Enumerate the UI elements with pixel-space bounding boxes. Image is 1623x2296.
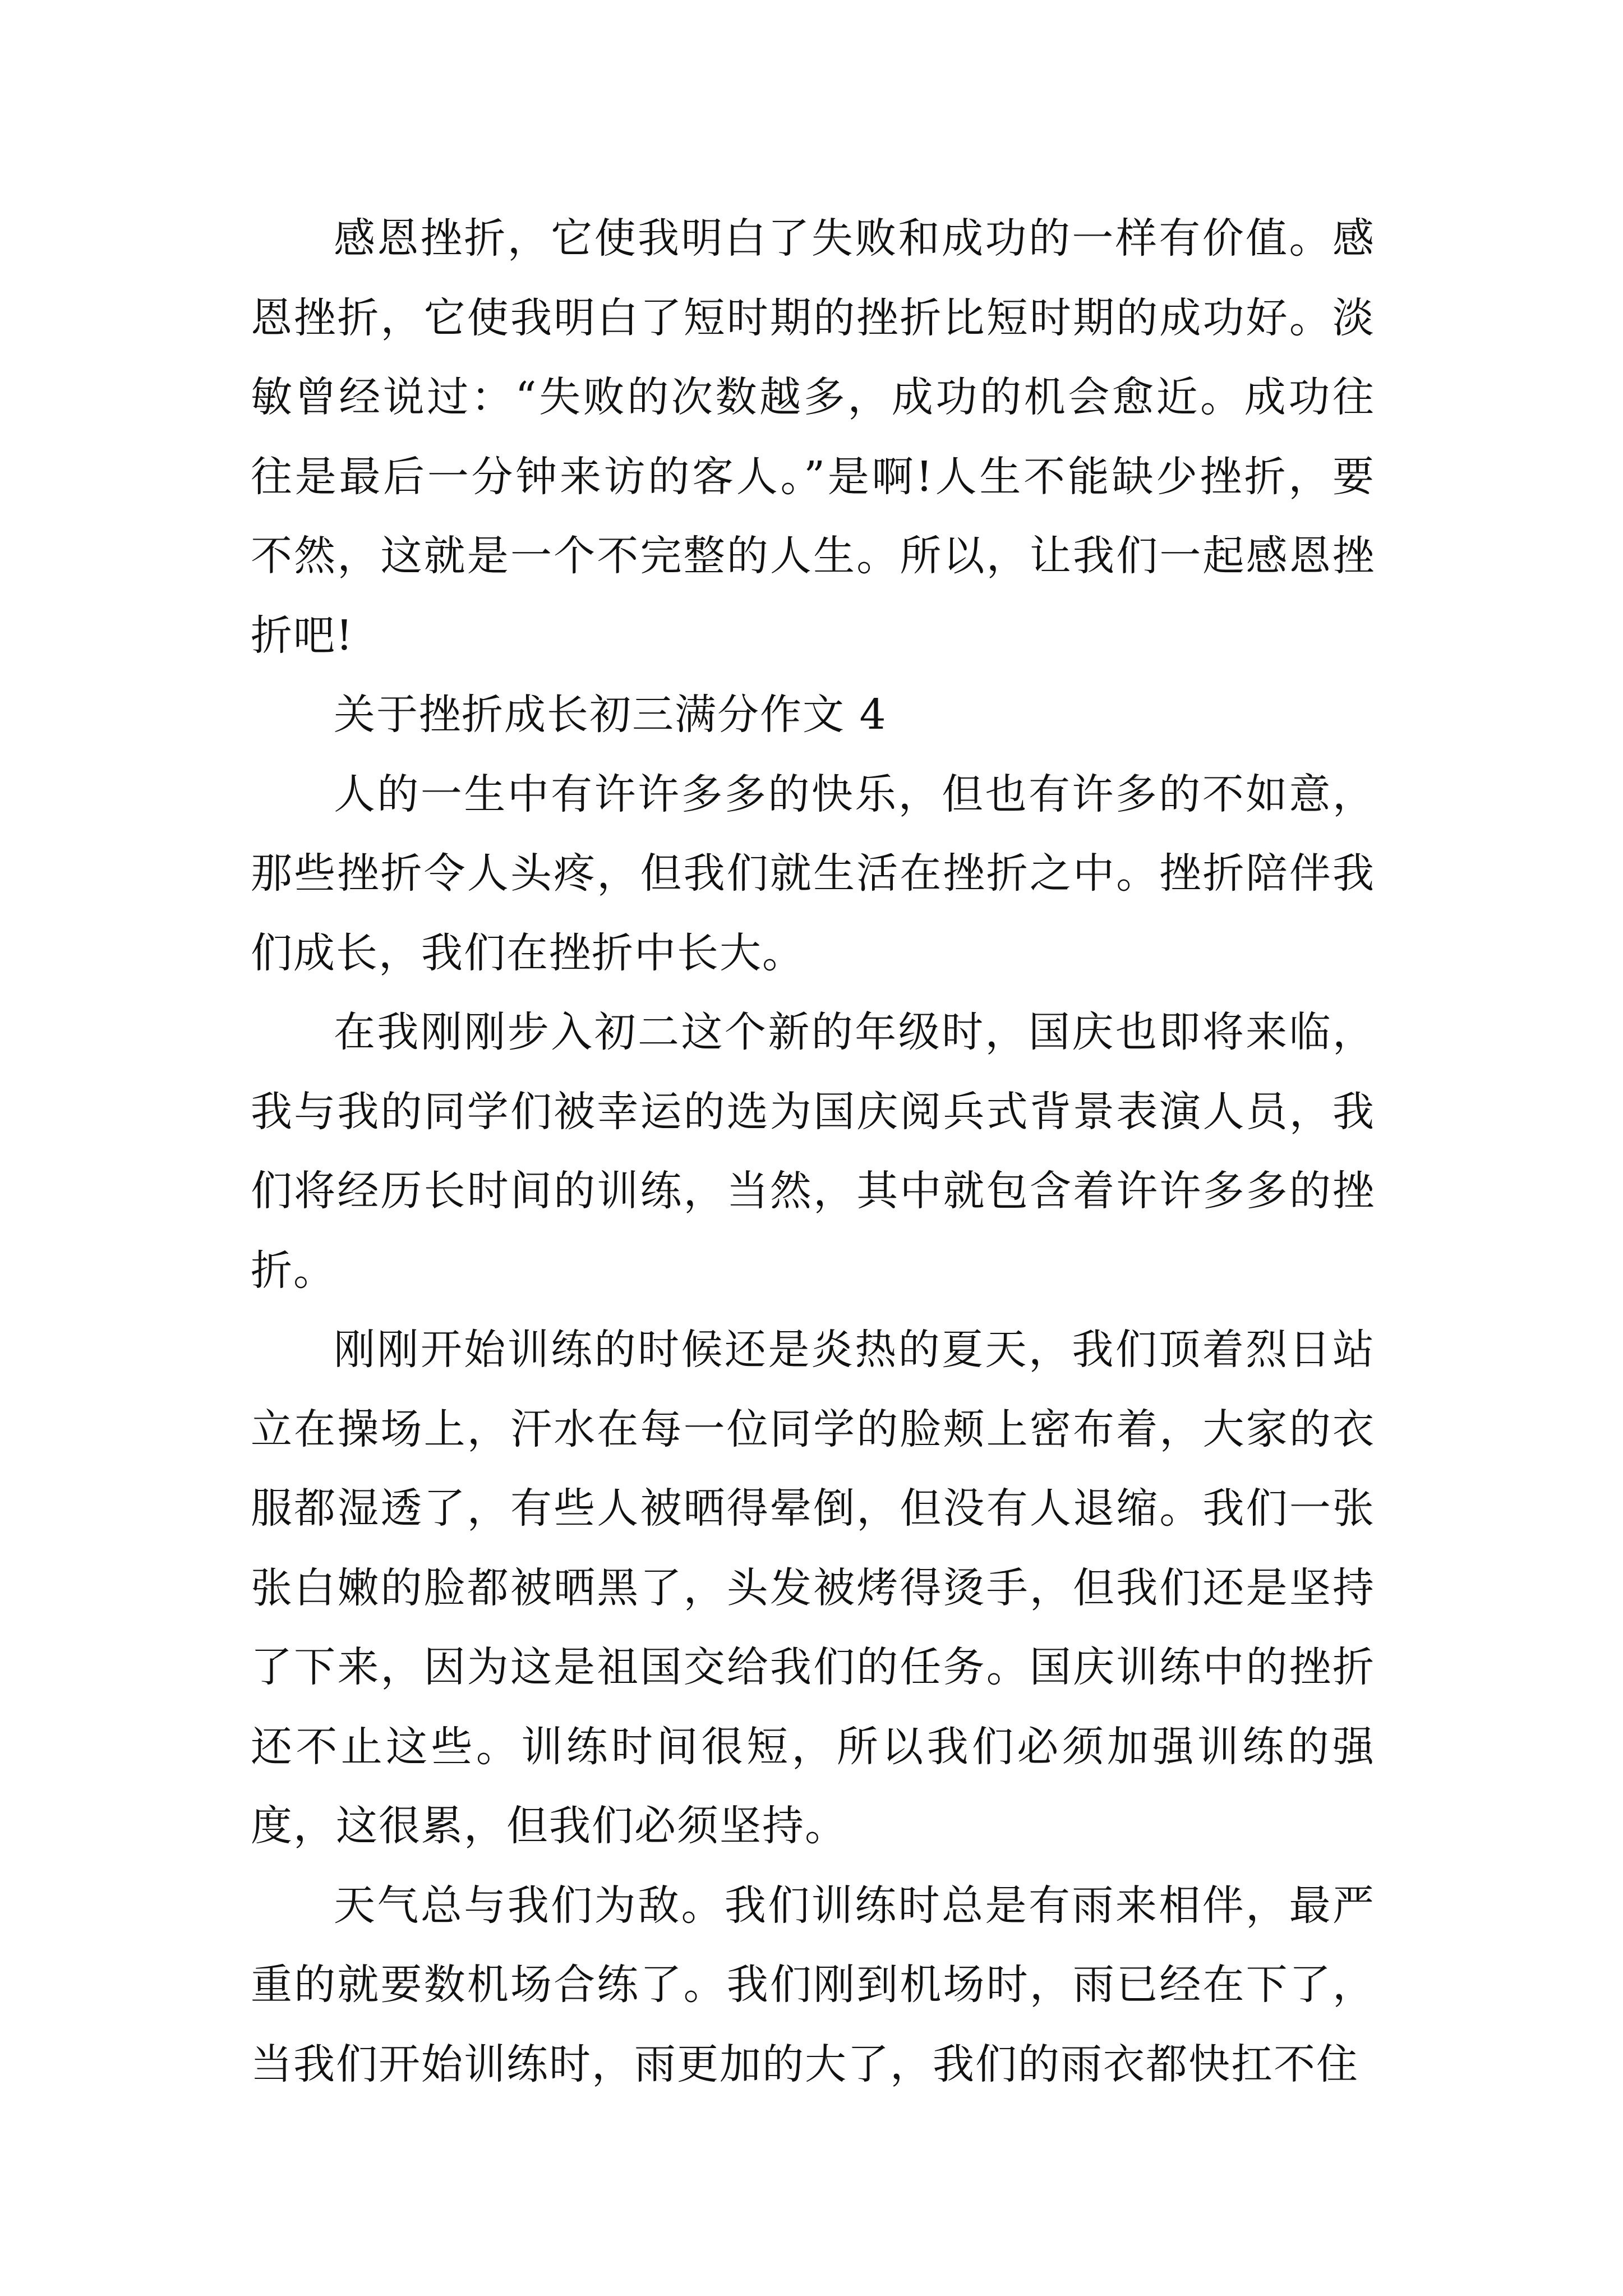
paragraph-summer-training: 刚刚开始训练的时候还是炎热的夏天，我们顶着烈日站立在操场上，汗水在每一位同学的脸颊上密布着，大家的衣服都湿透了，有些人被晒得晕倒，但没有人退缩。我们一张张白嫩的脸都被晒黑了，头发被烤得烫手，但我们还是坚持了下来，因为这是祖国交给我们的任务。国庆训练中的挫折还不止这些。训练时间很短，所以我们必须加强训练的强度，这很累，但我们必须坚持。 [251,1326,1375,1850]
paragraph-intro: 人的一生中有许许多多的快乐，但也有许多的不如意，那些挫折令人头疼，但我们就生活在挫折之中。挫折陪伴我们成长，我们在挫折中长大。 [251,770,1375,977]
paragraph-rain-weather: 天气总与我们为敌。我们训练时总是有雨来相伴，最严重的就要数机场合练了。我们刚到机场时，雨已经在下了，当我们开始训练时，雨更加的大了，我们的雨衣都快扛不住 [251,1881,1375,2088]
document-body [251,199,1375,2104]
paragraph-national-day-selection: 在我刚刚步入初二这个新的年级时，国庆也即将来临，我与我的同学们被幸运的选为国庆阅兵式背景表演人员，我们将经历长时间的训练，当然，其中就包含着许许多多的挫折。 [251,1008,1375,1295]
paragraph-gratitude-conclusion: 感恩挫折，它使我明白了失败和成功的一样有价值。感恩挫折，它使我明白了短时期的挫折比短时期的成功好。淡敏曾经说过：“失败的次数越多，成功的机会愈近。成功往往是最后一分钟来访的客人。”是啊!人生不能缺少挫折，要不然，这就是一个不完整的人生。所以，让我们一起感恩挫折吧! [251,214,1375,660]
essay-heading: 关于挫折成长初三满分作文 4 [334,691,887,739]
